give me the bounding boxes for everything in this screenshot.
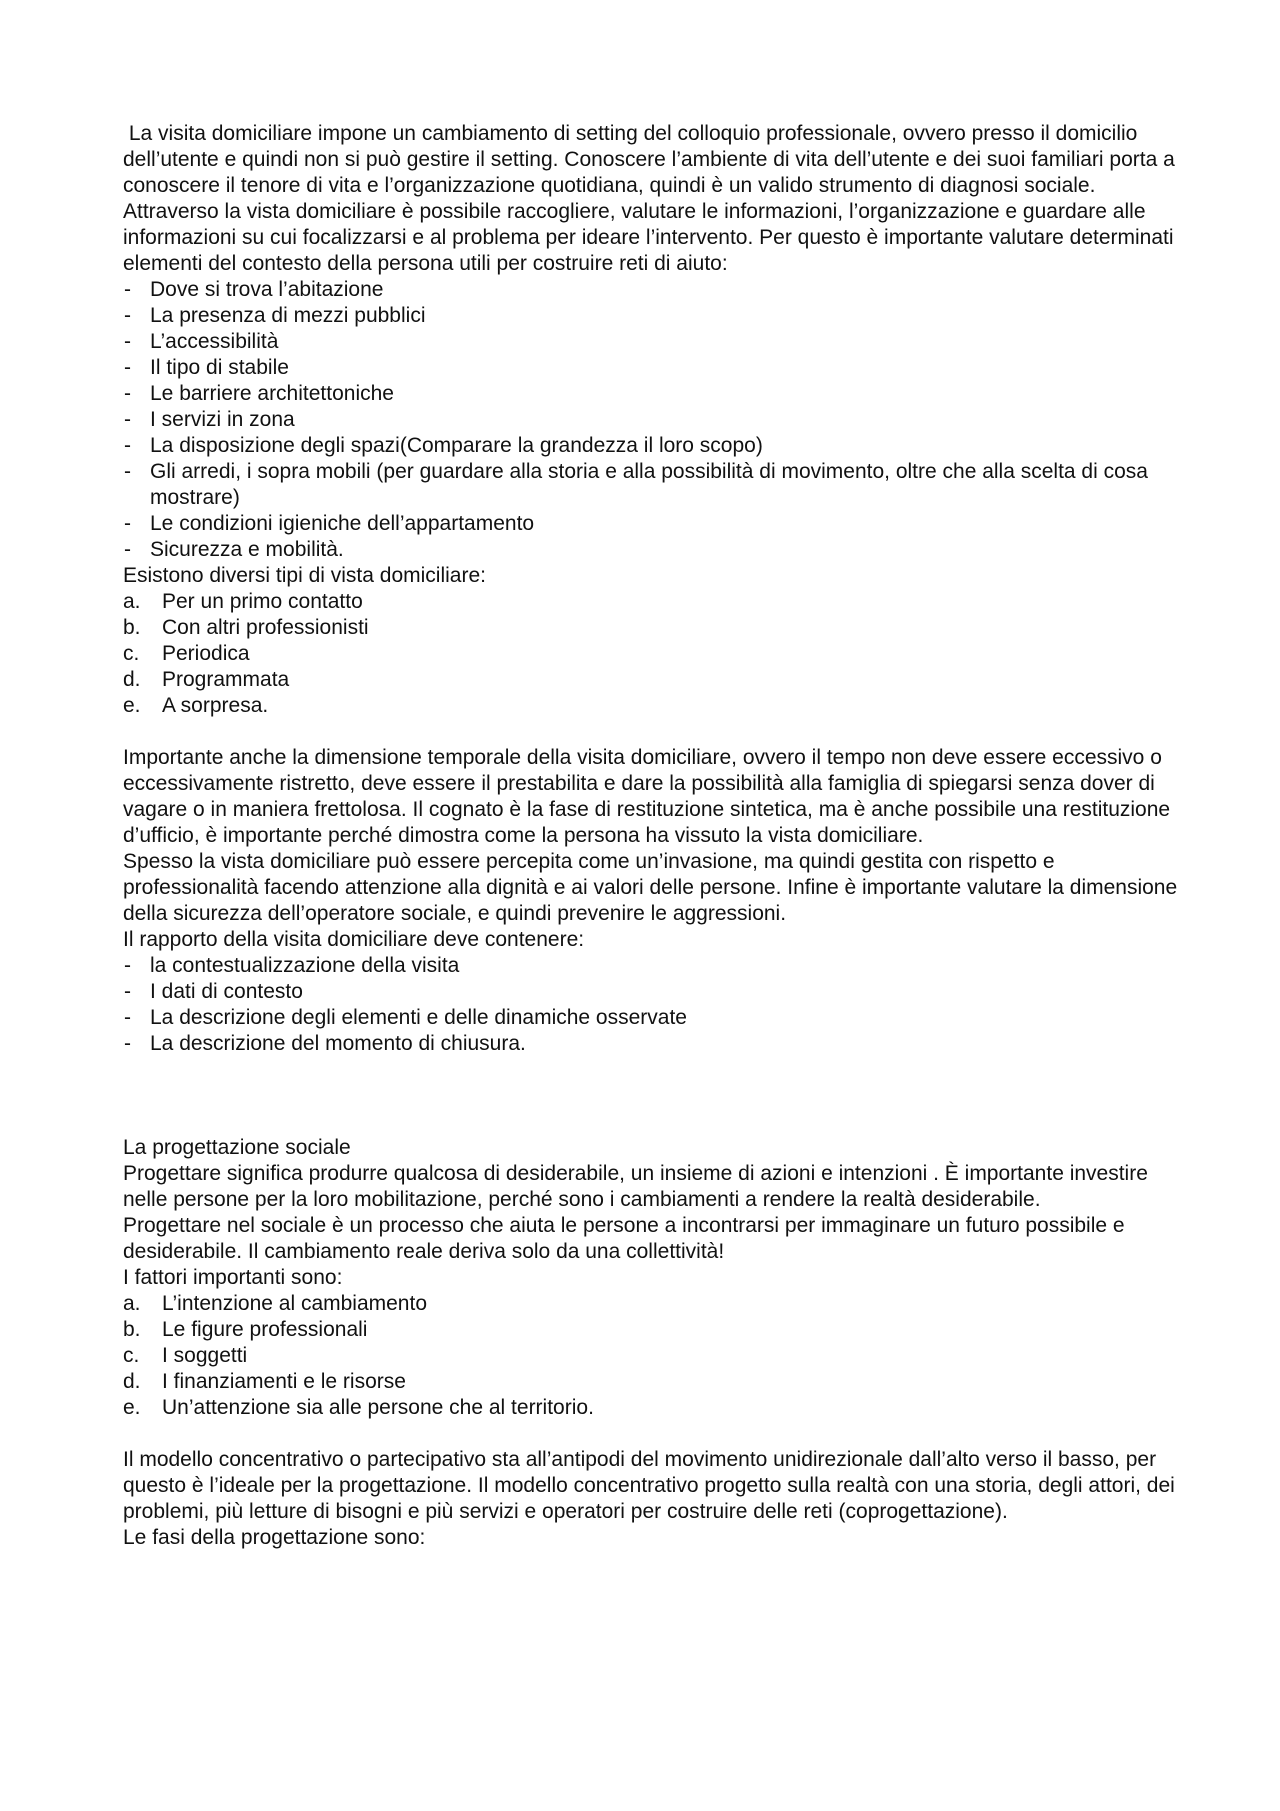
list-item: - Le barriere architettoniche (123, 381, 1183, 407)
list-item: - L’accessibilità (123, 329, 1183, 355)
participative-model-paragraph: Il modello concentrativo o partecipativo sta all’antipodi del movimento unidirezionale dall’alto verso il basso, per questo è l’ideale per la progettazione. Il modello concentrativo progetto sulla realtà con una storia, degli attori, dei problemi, più letture di bisogni e più servizi e operatori per costruire delle reti (coprogettazione). (123, 1448, 1175, 1523)
factors-intro: I fattori importanti sono: (123, 1266, 343, 1289)
list-marker: e. (123, 694, 141, 717)
list-item (123, 1395, 1183, 1421)
list-marker: d. (123, 1370, 141, 1393)
list-item (123, 1317, 1183, 1343)
context-elements-list (123, 277, 1183, 563)
list-item (123, 615, 1183, 641)
list-item: - La presenza di mezzi pubblici (123, 303, 1183, 329)
list-item (123, 667, 1183, 693)
list-marker: c. (123, 642, 140, 665)
social-design-paragraph: Progettare nel sociale è un processo che aiuta le persone a incontrarsi per immaginare un futuro possibile e desiderabile. Il cambiamento reale deriva solo da una collettività! (123, 1214, 1125, 1263)
list-item: - La disposizione degli spazi(Comparare la grandezza il loro scopo) (123, 433, 1183, 459)
list-item-text: Un’attenzione sia alle persone che al territorio. (162, 1396, 594, 1419)
list-item-text: Programmata (162, 668, 290, 691)
design-definition-paragraph: Progettare significa produrre qualcosa di desiderabile, un insieme di azioni e intenzioni . È importante investire nelle persone per la loro mobilitazione, perché sono i cambiamenti a rendere la realtà desiderabile. (123, 1162, 1148, 1211)
spacer (123, 719, 1183, 745)
list-item: - La descrizione del momento di chiusura. (123, 1031, 1183, 1057)
list-item (123, 589, 1183, 615)
phases-intro: Le fasi della progettazione sono: (123, 1526, 426, 1549)
list-item: - La descrizione degli elementi e delle dinamiche osservate (123, 1005, 1183, 1031)
list-item-text: Periodica (162, 642, 250, 665)
list-marker: b. (123, 616, 141, 639)
list-item-text: Con altri professionisti (162, 616, 369, 639)
list-item-text: I finanziamenti e le risorse (162, 1370, 406, 1393)
list-item: - Il tipo di stabile (123, 355, 1183, 381)
list-item (123, 1291, 1183, 1317)
time-dimension-paragraph: Importante anche la dimensione temporale della visita domiciliare, ovvero il tempo non deve essere eccessivo o eccessivamente ristretto, deve essere il prestabilita e dare la possibilità alla famiglia di spiegarsi senza dover di vagare o in maniera frettolosa. Il cognato è la fase di restituzione sintetica, ma è anche possibile una restituzione d’ufficio, è importante perché dimostra come la persona ha vissuto la vista domiciliare. (123, 746, 1171, 847)
section-title: La progettazione sociale (123, 1136, 351, 1159)
list-item: - I dati di contesto (123, 979, 1183, 1005)
list-item (123, 693, 1183, 719)
list-item-text: A sorpresa. (162, 694, 269, 717)
list-marker: c. (123, 1344, 140, 1367)
list-item (123, 641, 1183, 667)
list-marker: a. (123, 1292, 141, 1315)
factors-list (123, 1291, 1183, 1421)
spacer (123, 1057, 1183, 1135)
list-item-text: Le figure professionali (162, 1318, 368, 1341)
list-marker: a. (123, 590, 141, 613)
visit-types-intro: Esistono diversi tipi di vista domiciliare: (123, 564, 486, 587)
list-item: - Sicurezza e mobilità. (123, 537, 1183, 563)
list-item: - la contestualizzazione della visita (123, 953, 1183, 979)
report-intro: Il rapporto della visita domiciliare deve contenere: (123, 928, 585, 951)
list-marker: b. (123, 1318, 141, 1341)
document-page (123, 121, 1183, 1551)
list-marker: d. (123, 668, 141, 691)
list-marker: e. (123, 1396, 141, 1419)
invasion-paragraph: Spesso la vista domiciliare può essere percepita come un’invasione, ma quindi gestita con rispetto e professionalità facendo attenzione alla dignità e ai valori delle persone. Infine è importante valutare la dimensione della sicurezza dell’operatore sociale, e quindi prevenire le aggressioni. (123, 850, 1178, 925)
list-item-text: L’intenzione al cambiamento (162, 1292, 428, 1315)
list-item (123, 1343, 1183, 1369)
list-item-text: I soggetti (162, 1344, 248, 1367)
spacer (123, 1421, 1183, 1447)
list-item: - I servizi in zona (123, 407, 1183, 433)
report-contents-list (123, 953, 1183, 1057)
list-item-text: Per un primo contatto (162, 590, 363, 613)
list-item (123, 1369, 1183, 1395)
list-item: - Gli arredi, i sopra mobili (per guardare alla storia e alla possibilità di movimento, oltre che alla scelta di cosa mostrare) (123, 459, 1183, 511)
list-item: - Dove si trova l’abitazione (123, 277, 1183, 303)
visit-types-list (123, 589, 1183, 719)
intro-paragraph: La visita domiciliare impone un cambiamento di setting del colloquio professionale, ovvero presso il domicilio dell’utente e quindi non si può gestire il setting. Conoscere l’ambiente di vita dell’utente e dei suoi familiari porta a conoscere il tenore di vita e l’organizzazione quotidiana, quindi è un valido strumento di diagnosi sociale. Attraverso la vista domiciliare è possibile raccogliere, valutare le informazioni, l’organizzazione e guardare alle informazioni su cui focalizzarsi e al problema per ideare l’intervento. Per questo è importante valutare determinati elementi del contesto della persona utili per costruire reti di aiuto: (123, 122, 1181, 275)
list-item: - Le condizioni igieniche dell’appartamento (123, 511, 1183, 537)
